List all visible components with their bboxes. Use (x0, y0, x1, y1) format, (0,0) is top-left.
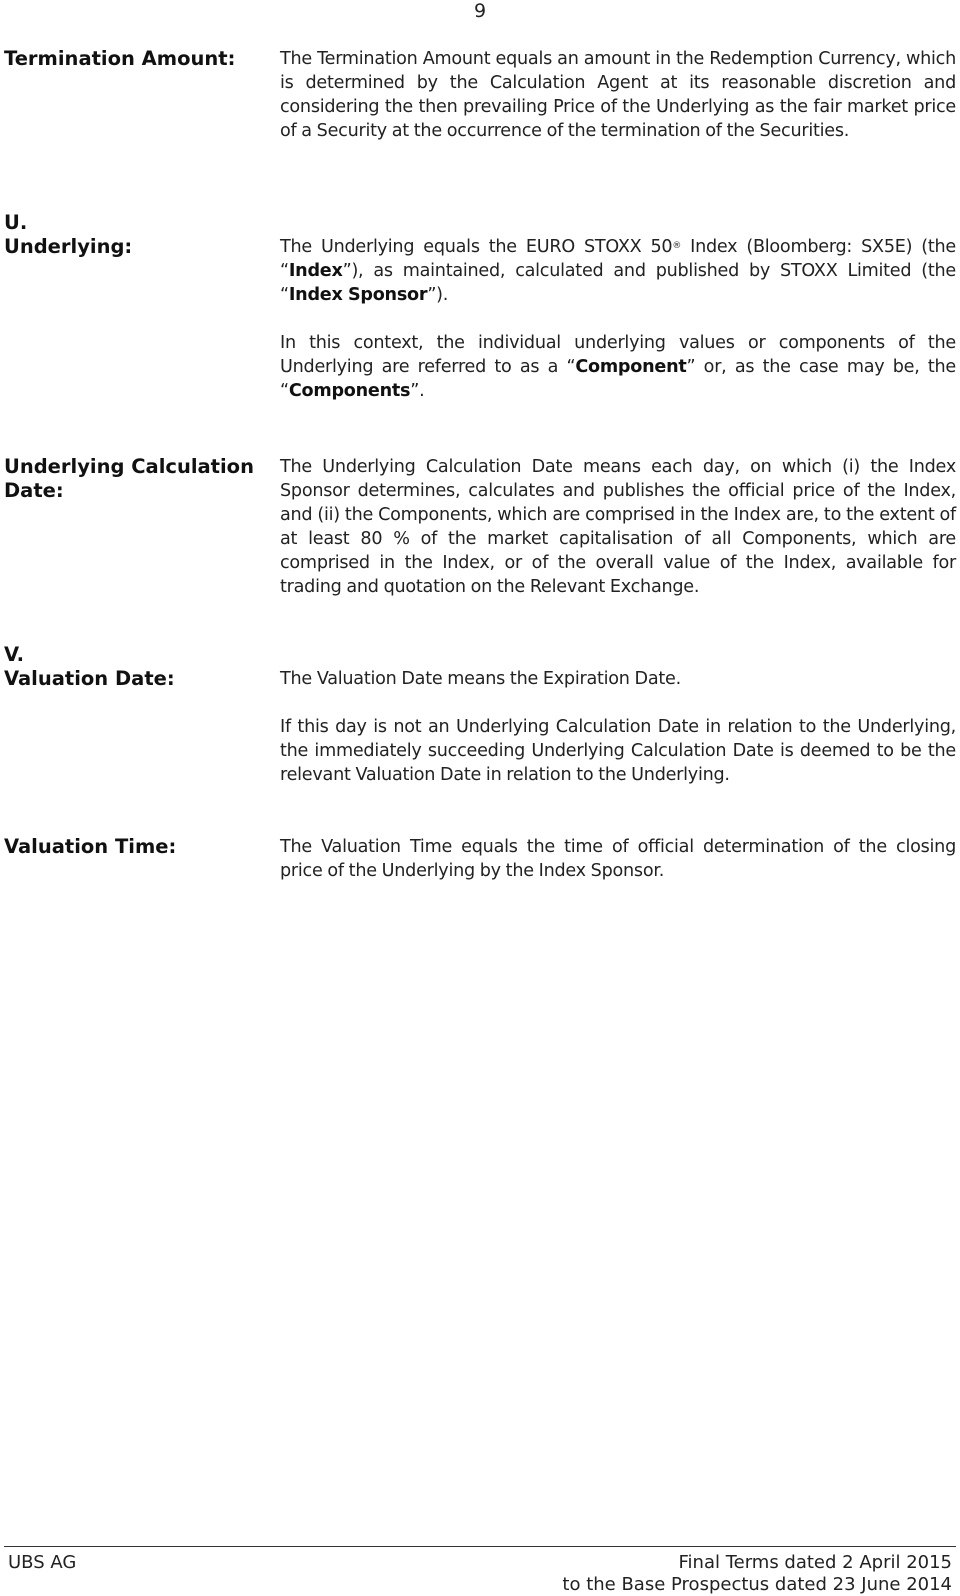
definition-termination-amount (280, 47, 956, 143)
underlying-p2-text-b: ” or, as the case may be, the “ (280, 357, 956, 401)
term-underlying (4, 211, 254, 259)
defined-term-component: Component (575, 357, 687, 377)
definition-valuation-time (280, 835, 956, 883)
underlying-p2-text-a: In this context, the individual underlying values or components of the Underlying are referred to as a “ (280, 333, 956, 377)
underlying-paragraph-2 (280, 331, 956, 403)
valuation-time-paragraph: The Valuation Time equals the time of official determination of the closing price of the Underlying by the Index Sponsor. (280, 837, 956, 881)
term-valuation-time: Valuation Time: (4, 835, 177, 858)
term-termination-amount: Termination Amount: (4, 47, 236, 70)
footer-issuer: UBS AG (8, 1552, 77, 1573)
term-valuation-date (4, 643, 254, 691)
valuation-date-term-label: Valuation Date: (4, 667, 175, 690)
footer-final-terms-date: Final Terms dated 2 April 2015 (678, 1552, 952, 1573)
underlying-p1-text-c: ”), as maintained, calculated and published by STOXX Limited (the “ (280, 261, 956, 305)
valuation-date-paragraph-1: The Valuation Date means the Expiration Date. (280, 669, 681, 689)
underlying-p1-text-a: The Underlying equals the EURO STOXX 50 (280, 237, 673, 257)
underlying-p1-text-b: Index (Bloomberg: SX5E) (the “ (280, 237, 956, 281)
footer-divider (4, 1546, 956, 1547)
defined-term-components: Components (288, 381, 411, 401)
underlying-term-label: Underlying: (4, 235, 133, 258)
footer-base-prospectus-date: to the Base Prospectus dated 23 June 2014 (562, 1574, 952, 1595)
section-letter-v: V. (4, 643, 24, 666)
term-underlying-calculation-date: Underlying Calculation Date: (4, 455, 254, 502)
definition-underlying-calculation-date (280, 455, 956, 599)
underlying-p2-text-c: ”. (410, 381, 425, 401)
registered-mark: ® (672, 241, 682, 251)
underlying-calculation-date-paragraph: The Underlying Calculation Date means each day, on which (i) the Index Sponsor determines, calculates and publishes the official price of the Index, and (ii) the Components, which are comprised in the Index are, to the extent of at least 80 % of the market capitalisation of all Components, which are comprised in the Index, or of the overall value of the Index, available for trading and quotation on the Relevant Exchange. (280, 457, 956, 597)
footer-document-reference (562, 1552, 952, 1596)
definition-valuation-date (280, 667, 956, 787)
valuation-date-paragraph-2: If this day is not an Underlying Calculation Date in relation to the Underlying, the immediately succeeding Underlying Calculation Date is deemed to be the relevant Valuation Date in relation to the Underlying. (280, 717, 956, 785)
definition-underlying (280, 235, 956, 403)
termination-amount-paragraph: The Termination Amount equals an amount in the Redemption Currency, which is determined by the Calculation Agent at its reasonable discretion and considering the then prevailing Price of the Underlying as the fair market price of a Security at the occurrence of the termination of the Securities. (280, 49, 956, 141)
defined-term-index: Index (288, 261, 343, 281)
section-letter-u: U. (4, 211, 28, 234)
page-number: 9 (473, 0, 487, 22)
defined-term-index-sponsor: Index Sponsor (288, 285, 428, 305)
underlying-p1-text-d: ”). (427, 285, 449, 305)
underlying-paragraph-1 (280, 235, 956, 307)
